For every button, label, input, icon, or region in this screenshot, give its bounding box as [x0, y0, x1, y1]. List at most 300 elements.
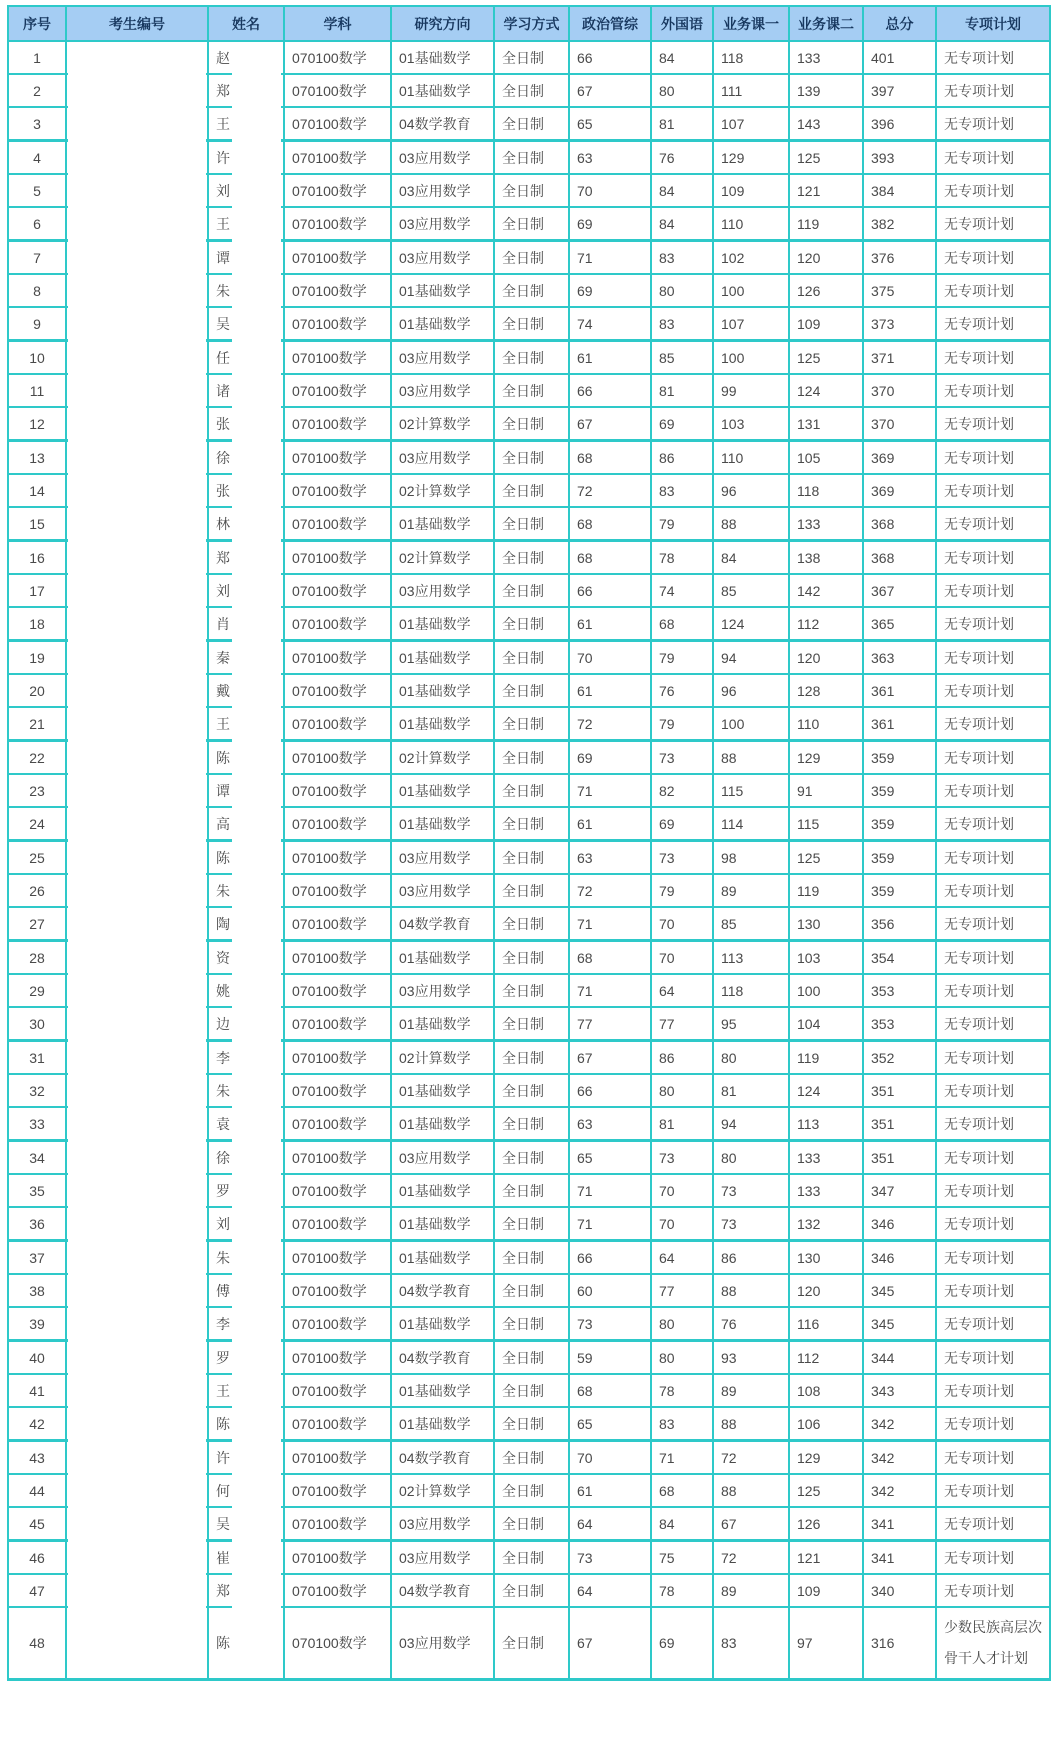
cell-course2: 119	[789, 874, 863, 907]
column-header-direction: 研究方向	[391, 6, 494, 41]
cell-subject: 070100数学	[284, 1074, 391, 1107]
cell-course2: 125	[789, 141, 863, 175]
cell-no: 17	[8, 574, 66, 607]
cell-direction: 03应用数学	[391, 841, 494, 875]
cell-no: 2	[8, 74, 66, 107]
cell-politics: 65	[569, 1407, 651, 1441]
cell-no: 12	[8, 407, 66, 441]
cell-subject: 070100数学	[284, 1574, 391, 1607]
cell-direction: 04数学教育	[391, 107, 494, 141]
cell-foreign: 70	[651, 941, 713, 975]
cell-plan: 无专项计划	[936, 274, 1050, 307]
cell-foreign: 79	[651, 507, 713, 541]
cell-mode: 全日制	[494, 1374, 569, 1407]
cell-politics: 66	[569, 374, 651, 407]
cell-politics: 65	[569, 107, 651, 141]
cell-foreign: 83	[651, 241, 713, 275]
cell-mode: 全日制	[494, 241, 569, 275]
cell-politics: 68	[569, 941, 651, 975]
cell-plan: 无专项计划	[936, 1507, 1050, 1541]
cell-course2: 109	[789, 1574, 863, 1607]
cell-plan: 无专项计划	[936, 174, 1050, 207]
cell-foreign: 86	[651, 1041, 713, 1075]
cell-politics: 61	[569, 1474, 651, 1507]
cell-course1: 102	[713, 241, 789, 275]
cell-mode: 全日制	[494, 1074, 569, 1107]
cell-mode: 全日制	[494, 141, 569, 175]
column-header-subject: 学科	[284, 6, 391, 41]
cell-foreign: 77	[651, 1007, 713, 1041]
cell-course1: 84	[713, 541, 789, 575]
cell-politics: 63	[569, 1107, 651, 1141]
cell-course1: 107	[713, 107, 789, 141]
cell-plan: 无专项计划	[936, 1341, 1050, 1375]
cell-direction: 03应用数学	[391, 374, 494, 407]
cell-course1: 72	[713, 1441, 789, 1475]
cell-politics: 73	[569, 1307, 651, 1341]
cell-no: 43	[8, 1441, 66, 1475]
cell-name: 高	[208, 807, 284, 841]
cell-mode: 全日制	[494, 607, 569, 641]
cell-mode: 全日制	[494, 1241, 569, 1275]
cell-name: 郑	[208, 74, 284, 107]
cell-subject: 070100数学	[284, 541, 391, 575]
cell-course1: 100	[713, 341, 789, 375]
cell-course1: 113	[713, 941, 789, 975]
cell-politics: 68	[569, 541, 651, 575]
cell-total: 342	[863, 1474, 936, 1507]
cell-course2: 120	[789, 641, 863, 675]
cell-name: 林	[208, 507, 284, 541]
cell-course2: 91	[789, 774, 863, 807]
cell-no: 26	[8, 874, 66, 907]
cell-course2: 126	[789, 1507, 863, 1541]
cell-foreign: 81	[651, 374, 713, 407]
cell-total: 370	[863, 407, 936, 441]
cell-name: 李	[208, 1307, 284, 1341]
cell-name: 陶	[208, 907, 284, 941]
cell-mode: 全日制	[494, 1174, 569, 1207]
cell-direction: 03应用数学	[391, 141, 494, 175]
column-header-foreign: 外国语	[651, 6, 713, 41]
cell-mode: 全日制	[494, 207, 569, 241]
cell-mode: 全日制	[494, 907, 569, 941]
cell-mode: 全日制	[494, 1507, 569, 1541]
cell-course1: 94	[713, 1107, 789, 1141]
cell-name: 徐	[208, 441, 284, 475]
cell-total: 345	[863, 1274, 936, 1307]
cell-direction: 02计算数学	[391, 1474, 494, 1507]
cell-no: 3	[8, 107, 66, 141]
cell-plan: 无专项计划	[936, 441, 1050, 475]
cell-direction: 03应用数学	[391, 1141, 494, 1175]
cell-total: 342	[863, 1407, 936, 1441]
cell-total: 351	[863, 1074, 936, 1107]
cell-plan: 无专项计划	[936, 141, 1050, 175]
cell-subject: 070100数学	[284, 41, 391, 74]
cell-course2: 128	[789, 674, 863, 707]
cell-mode: 全日制	[494, 741, 569, 775]
cell-course1: 88	[713, 741, 789, 775]
cell-plan: 少数民族高层次骨干人才计划	[936, 1607, 1050, 1680]
cell-course2: 120	[789, 1274, 863, 1307]
cell-foreign: 64	[651, 1241, 713, 1275]
cell-name: 赵	[208, 41, 284, 74]
cell-direction: 03应用数学	[391, 441, 494, 475]
cell-subject: 070100数学	[284, 1241, 391, 1275]
cell-no: 1	[8, 41, 66, 74]
cell-no: 34	[8, 1141, 66, 1175]
cell-no: 48	[8, 1607, 66, 1680]
cell-course1: 80	[713, 1141, 789, 1175]
cell-subject: 070100数学	[284, 441, 391, 475]
cell-direction: 01基础数学	[391, 1007, 494, 1041]
redaction-overlay-name	[232, 44, 281, 1678]
cell-foreign: 73	[651, 841, 713, 875]
column-header-plan: 专项计划	[936, 6, 1050, 41]
cell-mode: 全日制	[494, 841, 569, 875]
cell-foreign: 69	[651, 1607, 713, 1680]
cell-name: 傅	[208, 1274, 284, 1307]
cell-direction: 01基础数学	[391, 307, 494, 341]
cell-subject: 070100数学	[284, 1374, 391, 1407]
cell-direction: 02计算数学	[391, 474, 494, 507]
cell-foreign: 81	[651, 1107, 713, 1141]
cell-course2: 129	[789, 1441, 863, 1475]
redaction-overlay-candidate-id	[68, 44, 206, 1678]
cell-mode: 全日制	[494, 541, 569, 575]
cell-name: 戴	[208, 674, 284, 707]
cell-course2: 133	[789, 507, 863, 541]
cell-name: 刘	[208, 1207, 284, 1241]
cell-foreign: 64	[651, 974, 713, 1007]
cell-subject: 070100数学	[284, 141, 391, 175]
cell-course1: 109	[713, 174, 789, 207]
cell-course2: 97	[789, 1607, 863, 1680]
cell-direction: 03应用数学	[391, 174, 494, 207]
cell-total: 359	[863, 774, 936, 807]
cell-mode: 全日制	[494, 507, 569, 541]
cell-course1: 114	[713, 807, 789, 841]
cell-politics: 70	[569, 174, 651, 207]
cell-politics: 66	[569, 1074, 651, 1107]
cell-politics: 61	[569, 674, 651, 707]
cell-no: 35	[8, 1174, 66, 1207]
cell-foreign: 71	[651, 1441, 713, 1475]
cell-foreign: 69	[651, 407, 713, 441]
cell-no: 5	[8, 174, 66, 207]
cell-foreign: 80	[651, 274, 713, 307]
cell-course2: 119	[789, 1041, 863, 1075]
cell-course2: 115	[789, 807, 863, 841]
cell-direction: 01基础数学	[391, 274, 494, 307]
cell-no: 29	[8, 974, 66, 1007]
cell-total: 340	[863, 1574, 936, 1607]
cell-foreign: 81	[651, 107, 713, 141]
cell-subject: 070100数学	[284, 1041, 391, 1075]
cell-total: 382	[863, 207, 936, 241]
cell-direction: 01基础数学	[391, 774, 494, 807]
cell-foreign: 75	[651, 1541, 713, 1575]
cell-total: 341	[863, 1507, 936, 1541]
cell-course2: 109	[789, 307, 863, 341]
cell-foreign: 86	[651, 441, 713, 475]
cell-course2: 104	[789, 1007, 863, 1041]
cell-total: 345	[863, 1307, 936, 1341]
cell-plan: 无专项计划	[936, 1174, 1050, 1207]
cell-plan: 无专项计划	[936, 807, 1050, 841]
cell-course1: 115	[713, 774, 789, 807]
cell-plan: 无专项计划	[936, 641, 1050, 675]
cell-name: 边	[208, 1007, 284, 1041]
cell-foreign: 73	[651, 1141, 713, 1175]
cell-course1: 88	[713, 1474, 789, 1507]
cell-course2: 138	[789, 541, 863, 575]
cell-subject: 070100数学	[284, 741, 391, 775]
cell-politics: 77	[569, 1007, 651, 1041]
cell-politics: 71	[569, 974, 651, 1007]
cell-mode: 全日制	[494, 474, 569, 507]
cell-course1: 124	[713, 607, 789, 641]
cell-direction: 01基础数学	[391, 674, 494, 707]
cell-plan: 无专项计划	[936, 1574, 1050, 1607]
cell-foreign: 76	[651, 141, 713, 175]
cell-course2: 112	[789, 1341, 863, 1375]
cell-course1: 73	[713, 1174, 789, 1207]
cell-subject: 070100数学	[284, 641, 391, 675]
cell-mode: 全日制	[494, 1207, 569, 1241]
cell-politics: 63	[569, 841, 651, 875]
cell-subject: 070100数学	[284, 1141, 391, 1175]
cell-name: 谭	[208, 241, 284, 275]
cell-direction: 03应用数学	[391, 207, 494, 241]
cell-name: 罗	[208, 1341, 284, 1375]
cell-foreign: 84	[651, 174, 713, 207]
cell-name: 任	[208, 341, 284, 375]
cell-foreign: 84	[651, 1507, 713, 1541]
cell-mode: 全日制	[494, 641, 569, 675]
cell-subject: 070100数学	[284, 241, 391, 275]
cell-course1: 111	[713, 74, 789, 107]
cell-course2: 132	[789, 1207, 863, 1241]
cell-name: 李	[208, 1041, 284, 1075]
cell-foreign: 68	[651, 607, 713, 641]
cell-name: 王	[208, 107, 284, 141]
cell-politics: 67	[569, 1041, 651, 1075]
cell-politics: 70	[569, 641, 651, 675]
cell-plan: 无专项计划	[936, 541, 1050, 575]
cell-course1: 85	[713, 574, 789, 607]
cell-direction: 03应用数学	[391, 1607, 494, 1680]
cell-total: 371	[863, 341, 936, 375]
cell-course1: 93	[713, 1341, 789, 1375]
cell-name: 姚	[208, 974, 284, 1007]
cell-course1: 98	[713, 841, 789, 875]
cell-politics: 69	[569, 274, 651, 307]
cell-direction: 04数学教育	[391, 907, 494, 941]
cell-plan: 无专项计划	[936, 774, 1050, 807]
cell-plan: 无专项计划	[936, 507, 1050, 541]
cell-politics: 66	[569, 574, 651, 607]
cell-mode: 全日制	[494, 307, 569, 341]
cell-name: 徐	[208, 1141, 284, 1175]
cell-subject: 070100数学	[284, 507, 391, 541]
cell-total: 363	[863, 641, 936, 675]
cell-direction: 04数学教育	[391, 1574, 494, 1607]
cell-direction: 03应用数学	[391, 241, 494, 275]
cell-course1: 67	[713, 1507, 789, 1541]
cell-course2: 124	[789, 1074, 863, 1107]
cell-no: 24	[8, 807, 66, 841]
cell-foreign: 78	[651, 1574, 713, 1607]
cell-direction: 04数学教育	[391, 1274, 494, 1307]
cell-course2: 118	[789, 474, 863, 507]
cell-mode: 全日制	[494, 341, 569, 375]
cell-mode: 全日制	[494, 107, 569, 141]
column-header-total: 总分	[863, 6, 936, 41]
cell-course1: 80	[713, 1041, 789, 1075]
cell-course1: 86	[713, 1241, 789, 1275]
cell-name: 何	[208, 1474, 284, 1507]
cell-foreign: 80	[651, 1341, 713, 1375]
cell-total: 354	[863, 941, 936, 975]
cell-course1: 100	[713, 707, 789, 741]
cell-total: 396	[863, 107, 936, 141]
cell-total: 351	[863, 1107, 936, 1141]
cell-direction: 03应用数学	[391, 1507, 494, 1541]
cell-total: 359	[863, 841, 936, 875]
cell-subject: 070100数学	[284, 107, 391, 141]
cell-course1: 85	[713, 907, 789, 941]
cell-no: 39	[8, 1307, 66, 1341]
cell-total: 375	[863, 274, 936, 307]
cell-total: 361	[863, 674, 936, 707]
cell-foreign: 74	[651, 574, 713, 607]
cell-direction: 01基础数学	[391, 1174, 494, 1207]
cell-politics: 72	[569, 707, 651, 741]
cell-name: 郑	[208, 541, 284, 575]
cell-no: 33	[8, 1107, 66, 1141]
cell-no: 44	[8, 1474, 66, 1507]
cell-foreign: 79	[651, 641, 713, 675]
cell-no: 14	[8, 474, 66, 507]
cell-name: 朱	[208, 1074, 284, 1107]
cell-foreign: 77	[651, 1274, 713, 1307]
cell-course1: 94	[713, 641, 789, 675]
cell-no: 15	[8, 507, 66, 541]
cell-course1: 96	[713, 474, 789, 507]
cell-direction: 04数学教育	[391, 1341, 494, 1375]
cell-direction: 01基础数学	[391, 1207, 494, 1241]
cell-politics: 67	[569, 407, 651, 441]
cell-subject: 070100数学	[284, 874, 391, 907]
cell-course2: 112	[789, 607, 863, 641]
cell-no: 8	[8, 274, 66, 307]
cell-total: 353	[863, 1007, 936, 1041]
cell-no: 23	[8, 774, 66, 807]
cell-direction: 02计算数学	[391, 407, 494, 441]
cell-plan: 无专项计划	[936, 974, 1050, 1007]
cell-plan: 无专项计划	[936, 607, 1050, 641]
cell-no: 30	[8, 1007, 66, 1041]
cell-course2: 129	[789, 741, 863, 775]
cell-mode: 全日制	[494, 941, 569, 975]
cell-direction: 03应用数学	[391, 974, 494, 1007]
cell-course2: 108	[789, 1374, 863, 1407]
table-header-row	[8, 6, 1050, 41]
cell-subject: 070100数学	[284, 307, 391, 341]
cell-subject: 070100数学	[284, 1007, 391, 1041]
cell-course1: 103	[713, 407, 789, 441]
cell-name: 崔	[208, 1541, 284, 1575]
cell-subject: 070100数学	[284, 907, 391, 941]
cell-foreign: 76	[651, 674, 713, 707]
cell-no: 7	[8, 241, 66, 275]
cell-plan: 无专项计划	[936, 407, 1050, 441]
cell-course1: 95	[713, 1007, 789, 1041]
cell-foreign: 80	[651, 1307, 713, 1341]
cell-course1: 88	[713, 507, 789, 541]
cell-name: 秦	[208, 641, 284, 675]
cell-subject: 070100数学	[284, 1107, 391, 1141]
cell-direction: 01基础数学	[391, 1074, 494, 1107]
cell-total: 367	[863, 574, 936, 607]
cell-total: 359	[863, 874, 936, 907]
cell-no: 16	[8, 541, 66, 575]
cell-subject: 070100数学	[284, 1507, 391, 1541]
cell-plan: 无专项计划	[936, 1441, 1050, 1475]
cell-politics: 64	[569, 1507, 651, 1541]
cell-subject: 070100数学	[284, 1607, 391, 1680]
cell-plan: 无专项计划	[936, 1274, 1050, 1307]
cell-politics: 71	[569, 1207, 651, 1241]
cell-mode: 全日制	[494, 41, 569, 74]
cell-course2: 124	[789, 374, 863, 407]
cell-total: 347	[863, 1174, 936, 1207]
cell-direction: 01基础数学	[391, 607, 494, 641]
column-header-politics: 政治管综	[569, 6, 651, 41]
cell-no: 31	[8, 1041, 66, 1075]
cell-politics: 72	[569, 474, 651, 507]
cell-no: 40	[8, 1341, 66, 1375]
cell-mode: 全日制	[494, 1107, 569, 1141]
cell-no: 22	[8, 741, 66, 775]
cell-total: 376	[863, 241, 936, 275]
cell-plan: 无专项计划	[936, 1541, 1050, 1575]
cell-plan: 无专项计划	[936, 74, 1050, 107]
column-header-course1: 业务课一	[713, 6, 789, 41]
cell-subject: 070100数学	[284, 341, 391, 375]
cell-politics: 65	[569, 1141, 651, 1175]
cell-course2: 113	[789, 1107, 863, 1141]
cell-no: 28	[8, 941, 66, 975]
cell-foreign: 84	[651, 41, 713, 74]
cell-course2: 106	[789, 1407, 863, 1441]
cell-course1: 118	[713, 41, 789, 74]
cell-name: 陈	[208, 741, 284, 775]
cell-politics: 66	[569, 1241, 651, 1275]
cell-name: 诸	[208, 374, 284, 407]
cell-subject: 070100数学	[284, 807, 391, 841]
cell-foreign: 78	[651, 541, 713, 575]
cell-name: 刘	[208, 174, 284, 207]
cell-course1: 110	[713, 207, 789, 241]
cell-subject: 070100数学	[284, 74, 391, 107]
cell-subject: 070100数学	[284, 1441, 391, 1475]
cell-mode: 全日制	[494, 274, 569, 307]
cell-subject: 070100数学	[284, 1407, 391, 1441]
cell-plan: 无专项计划	[936, 841, 1050, 875]
